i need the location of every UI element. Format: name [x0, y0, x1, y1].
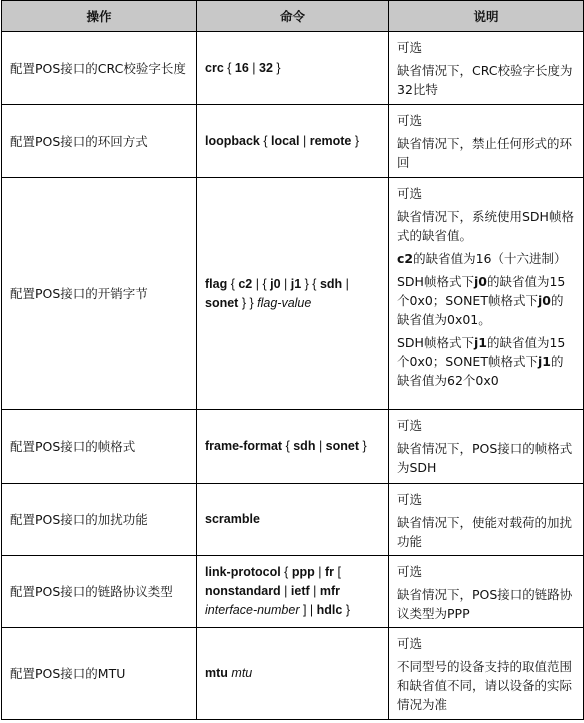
keyword: 32 [259, 60, 273, 75]
keyword: j0 [473, 274, 487, 289]
description-paragraph [397, 513, 575, 551]
keyword: ppp [291, 565, 315, 579]
table-row [2, 105, 584, 178]
keyword: sdh [293, 439, 316, 453]
description-paragraph [397, 111, 575, 130]
header-cmd: 命令 [197, 1, 389, 32]
text-run: 的缺省值为0x01。 [397, 293, 564, 327]
header-desc: 说明 [389, 1, 584, 32]
text-run: { [280, 565, 292, 579]
header-op: 操作 [2, 1, 197, 32]
operation-cell: 配置POS接口的MTU [2, 628, 197, 720]
operation-cell: 配置POS接口的加扰功能 [2, 484, 197, 556]
description-paragraph [397, 272, 575, 329]
description-cell [389, 410, 584, 484]
text-run: { [282, 439, 294, 453]
table-header-row [2, 1, 584, 32]
text-run: 不同型号的设备支持的取值范围和缺省值不同，请以设备的实际情况为准 [397, 659, 573, 712]
keyword: sonet [325, 439, 360, 453]
description-paragraph [397, 562, 575, 581]
text-run: } [342, 603, 350, 617]
text-run: | [315, 439, 326, 453]
text-run: ] | [299, 603, 317, 617]
text-run: | [314, 565, 325, 579]
keyword: crc [205, 60, 224, 75]
description-paragraph [397, 38, 575, 57]
keyword: j0 [537, 293, 551, 308]
argument: flag-value [257, 295, 312, 310]
text-run: 缺省情况下，使能对载荷的加扰功能 [397, 515, 573, 549]
text-run: 可选 [397, 564, 423, 579]
text-run: SDH帧格式下 [397, 274, 474, 289]
text-run: 缺省情况下，系统使用SDH帧格式的缺省值。 [397, 209, 574, 243]
description-cell [389, 556, 584, 628]
text-run: { [223, 60, 235, 75]
description-paragraph [397, 416, 575, 435]
operation-cell: 配置POS接口的环回方式 [2, 105, 197, 178]
keyword: j1 [290, 276, 302, 291]
text-run: 的缺省值为62个0x0 [397, 354, 564, 388]
text-run: | { [252, 276, 271, 291]
text-run: | [342, 276, 349, 291]
keyword: nonstandard [205, 584, 281, 598]
text-run: { [259, 133, 271, 148]
description-paragraph [397, 134, 575, 172]
description-paragraph [397, 333, 575, 390]
keyword: link-protocol [205, 565, 281, 579]
description-paragraph [397, 585, 575, 623]
keyword: mtu [205, 666, 228, 680]
text-run: 可选 [397, 492, 423, 507]
command-cell [197, 105, 389, 178]
table-row [2, 410, 584, 484]
description-cell [389, 32, 584, 105]
description-paragraph [397, 490, 575, 509]
description-cell [389, 178, 584, 410]
text-run: 缺省情况下，POS接口的帧格式为SDH [397, 441, 573, 475]
keyword: c2 [397, 251, 414, 266]
text-run: 缺省情况下，POS接口的链路协议类型为PPP [397, 587, 573, 621]
text-run: } { [301, 276, 320, 291]
keyword: j1 [473, 335, 487, 350]
table-row [2, 32, 584, 105]
text-run: 可选 [397, 186, 423, 201]
keyword: remote [309, 133, 352, 148]
text-run: } [359, 439, 367, 453]
keyword: sonet [205, 295, 239, 310]
text-run: } [351, 133, 360, 148]
text-run: 的缺省值为15个0x0；SONET帧格式下 [397, 335, 566, 369]
description-paragraph [397, 207, 575, 245]
operation-cell: 配置POS接口的CRC校验字长度 [2, 32, 197, 105]
table-row [2, 178, 584, 410]
table-row [2, 484, 584, 556]
keyword: ietf [290, 584, 310, 598]
text-run: [ [333, 565, 341, 579]
text-run: 的缺省值为15个0x0；SONET帧格式下 [397, 274, 566, 308]
description-cell [389, 484, 584, 556]
description-cell [389, 105, 584, 178]
argument: interface-number [205, 603, 300, 617]
keyword: frame-format [205, 439, 283, 453]
keyword: j0 [270, 276, 281, 291]
description-paragraph [397, 184, 575, 203]
argument: mtu [231, 666, 253, 680]
command-cell [197, 484, 389, 556]
command-cell [197, 628, 389, 720]
command-cell [197, 556, 389, 628]
text-run: | [280, 276, 291, 291]
operation-cell: 配置POS接口的帧格式 [2, 410, 197, 484]
text-run: SDH帧格式下 [397, 335, 474, 350]
keyword: sdh [319, 276, 343, 291]
text-run: 可选 [397, 40, 423, 55]
text-run: 的缺省值为16（十六进制） [413, 251, 567, 266]
command-table [1, 0, 584, 720]
text-run: | [309, 584, 320, 598]
operation-cell: 配置POS接口的开销字节 [2, 178, 197, 410]
keyword: scramble [205, 512, 260, 526]
keyword: 16 [234, 60, 249, 75]
keyword: flag [205, 276, 228, 291]
description-paragraph [397, 61, 575, 99]
description-paragraph [397, 249, 575, 268]
keyword: fr [324, 565, 334, 579]
command-cell [197, 178, 389, 410]
operation-cell: 配置POS接口的链路协议类型 [2, 556, 197, 628]
keyword: c2 [238, 276, 253, 291]
text-run: 缺省情况下，CRC校验字长度为32比特 [397, 63, 573, 97]
description-paragraph [397, 657, 575, 714]
text-run: 可选 [397, 113, 423, 128]
table-row [2, 556, 584, 628]
text-run: } } [238, 295, 258, 310]
text-run: | [299, 133, 310, 148]
description-paragraph [397, 439, 575, 477]
text-run: 缺省情况下，禁止任何形式的环回 [397, 136, 573, 170]
keyword: mfr [319, 584, 341, 598]
keyword: local [271, 133, 300, 148]
text-run: 可选 [397, 418, 423, 433]
description-cell [389, 628, 584, 720]
table-row [2, 628, 584, 720]
command-cell [197, 32, 389, 105]
text-run: 可选 [397, 636, 423, 651]
text-run: | [248, 60, 260, 75]
command-cell [197, 410, 389, 484]
text-run: | [280, 584, 291, 598]
keyword: hdlc [316, 603, 343, 617]
text-run: } [272, 60, 281, 75]
description-paragraph [397, 634, 575, 653]
keyword: loopback [205, 133, 260, 148]
text-run: { [227, 276, 239, 291]
keyword: j1 [537, 354, 551, 369]
